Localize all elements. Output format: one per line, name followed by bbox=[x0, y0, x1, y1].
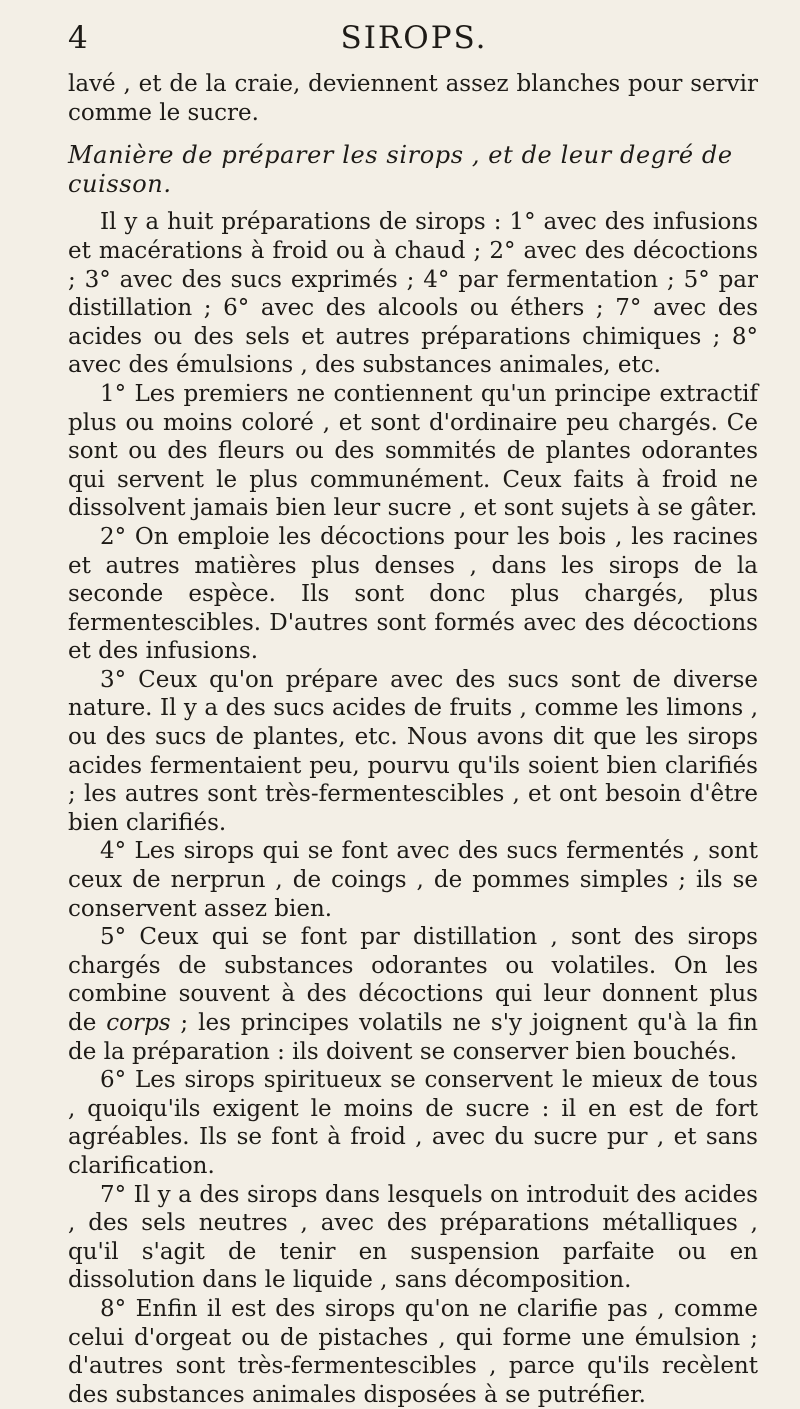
paragraph-overview: Il y a huit préparations de sirops : 1° avec des infusions et macérations à froid ou à chaud ; 2° avec des décoctions ; 3° avec des sucs exprimés ; 4° par fermentation ; 5° par distillation ; 6° avec des alcools ou éthers ; 7° avec des acides ou des sels et autres préparations chimiques ; 8° avec des émulsions , des substances animales, etc. bbox=[68, 209, 758, 379]
page-number: 4 bbox=[68, 20, 88, 56]
paragraph-8: 8° Enfin il est des sirops qu'on ne clarifie pas , comme celui d'orgeat ou de pistaches , qui forme une émulsion ; d'autres sont très-fermentescibles , parce qu'ils recèlent des substances animales disposées à se putréfier. bbox=[68, 1295, 758, 1408]
paragraph-6: 6° Les sirops spiritueux se conservent le mieux de tous , quoiqu'ils exigent le moins de sucre : il en est de fort agréables. Ils se font à froid , avec du sucre pur , et sans clarification. bbox=[68, 1067, 758, 1179]
paragraph-5-part-b: ; les principes volatils ne s'y joignent qu'à la fin de la préparation : ils doivent se conserver bien bouchés. bbox=[68, 1010, 759, 1065]
section-heading: Manière de préparer les sirops , et de leur degré de cuisson. bbox=[68, 141, 733, 198]
paragraph-5-italic: corps bbox=[106, 1010, 171, 1036]
page-header bbox=[68, 20, 760, 60]
paragraph-5-part-a: 5° Ceux qui se font par distillation , sont des sirops chargés de substances odorantes ou volatiles. On les combine souvent à des décoctions qui leur donnent plus de bbox=[68, 924, 758, 1036]
paragraph-3: 3° Ceux qu'on prépare avec des sucs sont de diverse nature. Il y a des sucs acides de fruits , comme les limons , ou des sucs de plantes, etc. Nous avons dit que les sirops acides fermentaient peu, pourvu qu'ils soient bien clarifiés ; les autres sont très-fermentescibles , et ont besoin d'être bien clarifiés. bbox=[68, 666, 758, 836]
paragraph-5 bbox=[68, 923, 758, 1066]
paragraph-2: 2° On emploie les décoctions pour les bois , les racines et autres matières plus denses , dans les sirops de la seconde espèce. Ils sont donc plus chargés, plus fermentescibles. D'autres sont formés avec des décoctions et des infusions. bbox=[68, 523, 758, 665]
paragraph-4: 4° Les sirops qui se font avec des sucs fermentés , sont ceux de nerprun , de coings , de pommes simples ; ils se conservent assez bien. bbox=[68, 838, 758, 922]
paragraph-1: 1° Les premiers ne contiennent qu'un principe extractif plus ou moins coloré , et sont d'ordinaire peu chargés. Ce sont ou des fleurs ou des sommités de plantes odorantes qui servent le plus communément. Ceux faits à froid ne dissolvent jamais bien leur sucre , et sont sujets à se gâter. bbox=[68, 380, 758, 522]
paragraph-7: 7° Il y a des sirops dans lesquels on introduit des acides , des sels neutres , avec des préparations métalliques , qu'il s'agit de tenir en suspension parfaite ou en dissolution dans le liquide , sans décomposition. bbox=[68, 1181, 758, 1294]
intro-paragraph: lavé , et de la craie, deviennent assez blanches pour servir comme le sucre. bbox=[68, 71, 758, 126]
page-body bbox=[68, 70, 758, 1409]
running-title: SIROPS. bbox=[340, 20, 488, 56]
